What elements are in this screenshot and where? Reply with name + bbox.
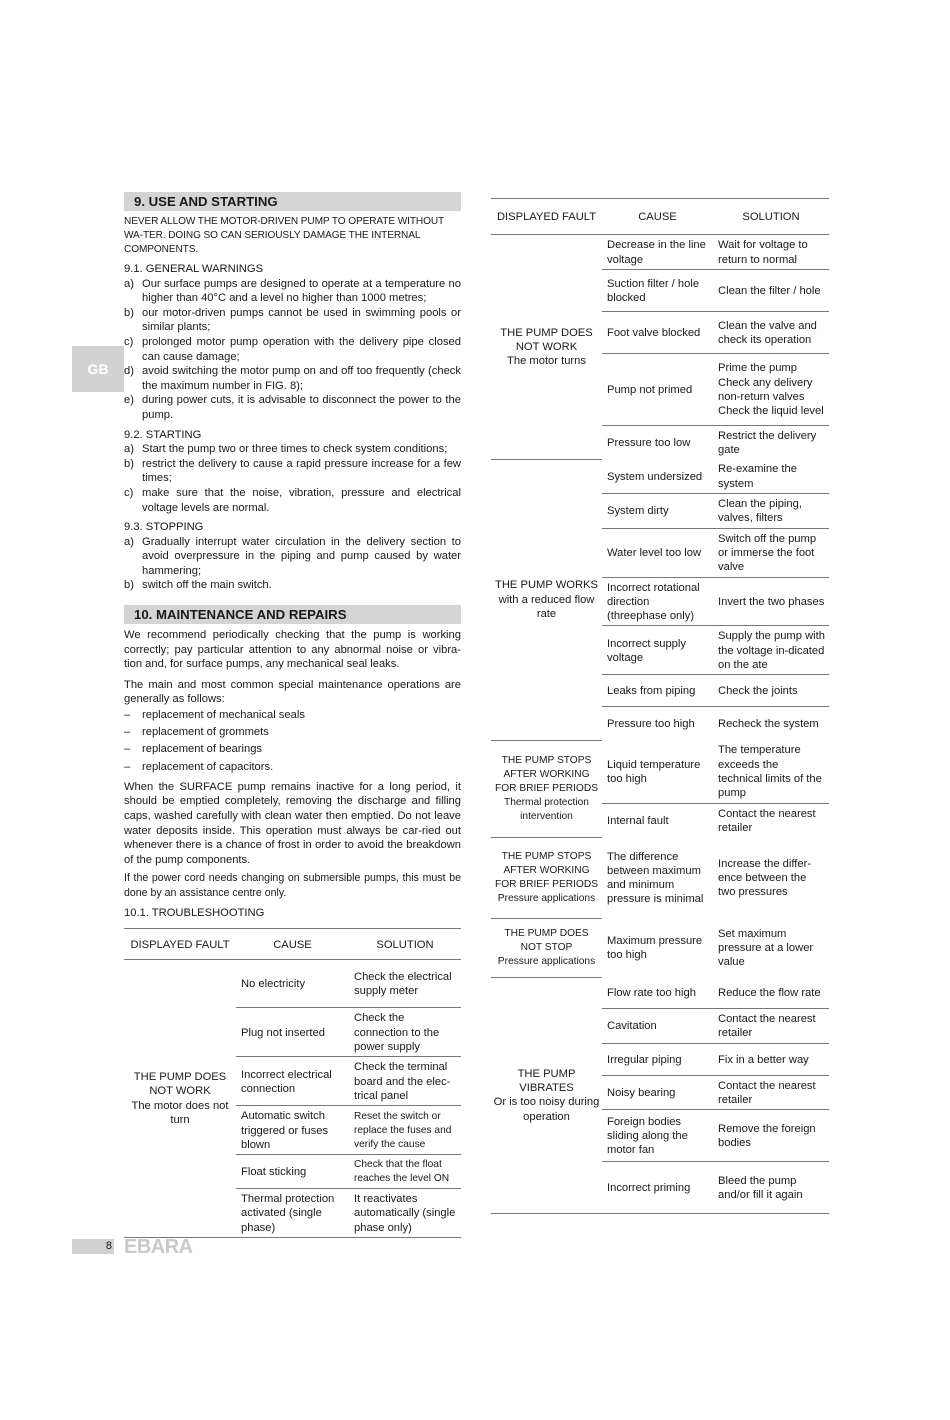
cause-cell: Thermal protection activated (single phase) xyxy=(236,1189,349,1238)
list-item xyxy=(124,578,461,593)
cause-cell: Liquid temperature too high xyxy=(607,758,701,785)
fault-cell xyxy=(491,918,602,977)
solution-cell: Reset the switch or replace the fuses and verify the cause xyxy=(349,1106,461,1155)
solution-cell: Remove the foreign bodies xyxy=(713,1110,829,1162)
list-text: Start the pump two or three times to check system conditions; xyxy=(142,443,448,456)
list-marker: b) xyxy=(124,457,134,470)
header-solution: SOLUTION xyxy=(349,929,461,960)
left-column xyxy=(124,192,461,1238)
cause-cell: Flow rate too high xyxy=(607,986,696,999)
fault-sub: Pressure applications xyxy=(497,892,596,904)
cause-cell: Float sticking xyxy=(236,1155,349,1189)
fault-main: THE PUMP WORKS xyxy=(495,579,598,592)
list-text: prolonged motor pump operation with the delivery pipe closed can cause damage; xyxy=(142,335,461,363)
list-text: replacement of capacitors. xyxy=(142,760,274,773)
solution-cell: Check the connection to the power supply xyxy=(349,1008,461,1057)
solution-cell: Increase the differ-ence between the two pressures xyxy=(718,857,812,899)
solution-cell: Clean the valve and check its operation xyxy=(713,311,829,353)
cause-cell: No electricity xyxy=(241,978,306,991)
solution-cell: It reactivates automatically (single phase only) xyxy=(349,1189,461,1238)
header-solution: SOLUTION xyxy=(713,199,829,235)
list-item xyxy=(124,724,461,741)
list-item xyxy=(124,335,461,364)
list-marker: – xyxy=(124,743,131,756)
list-item xyxy=(124,535,461,579)
list-marker: c) xyxy=(124,486,134,499)
solution-cell: Supply the pump with the voltage in-dicated on the ate xyxy=(713,626,829,675)
list-text: replacement of mechanical seals xyxy=(142,709,305,722)
cause-cell: Pressure too high xyxy=(602,707,713,741)
table-row xyxy=(491,235,829,270)
maintenance-paragraph-1: We recommend periodically checking that the pump is working correctly; pay particular attention to any abnormal noise or vibra-tion and, for surface pumps, any mechanical seal leaks. xyxy=(124,629,461,671)
solution-cell: Wait for voltage to return to normal xyxy=(718,239,808,266)
cause-cell: Incorrect priming xyxy=(602,1162,713,1214)
cause-cell: Internal fault xyxy=(602,803,713,837)
list-item xyxy=(124,759,461,776)
list-text: Our surface pumps are designed to operate at a temperature no higher than 40°C and a level no higher than 1000 metres; xyxy=(142,277,461,305)
starting-list xyxy=(124,442,461,515)
fault-sub: Pressure applications xyxy=(497,955,596,967)
solution-cell: Check the electrical supply meter xyxy=(354,971,452,998)
list-marker: c) xyxy=(124,335,134,348)
cause-cell: Foot valve blocked xyxy=(602,311,713,353)
maintenance-paragraph-2: The main and most common special maintenance operations are generally as follows: xyxy=(124,678,461,706)
cause-cell: System undersized xyxy=(607,470,703,483)
cause-cell: Incorrect electrical connection xyxy=(236,1057,349,1106)
table-row xyxy=(491,837,829,918)
solution-cell: Fix in a better way xyxy=(713,1043,829,1075)
cause-cell: Incorrect supply voltage xyxy=(602,626,713,675)
table-header-row xyxy=(491,199,829,235)
list-text: replacement of bearings xyxy=(142,743,263,756)
fault-main: THE PUMP DOES NOT STOP xyxy=(504,927,589,953)
list-marker: e) xyxy=(124,394,134,407)
solution-cell: Check that the float reaches the level ON xyxy=(349,1155,461,1189)
table-row xyxy=(491,740,829,803)
fault-main: THE PUMP DOES NOT WORK xyxy=(500,326,593,353)
list-text: during power cuts, it is advisable to disconnect the power to the pump. xyxy=(142,394,461,421)
section-9-title: 9. USE AND STARTING xyxy=(124,192,461,211)
fault-main: THE PUMP DOES NOT WORK xyxy=(133,1071,227,1098)
fault-sub: The motor turns xyxy=(507,355,586,368)
section-9-warning: NEVER ALLOW THE MOTOR-DRIVEN PUMP TO OPERATE WITHOUT WA-TER. DOING SO CAN SERIOUSLY DAMAGE THE INTERNAL COMPONENTS. xyxy=(124,216,444,255)
solution-cell: Re-examine the system xyxy=(718,463,797,490)
header-cause: CAUSE xyxy=(236,929,349,960)
header-cause: CAUSE xyxy=(602,199,713,235)
solution-cell: Switch off the pump or immerse the foot valve xyxy=(713,528,829,577)
cause-cell: Decrease in the line voltage xyxy=(607,239,706,266)
solution-cell: Recheck the system xyxy=(713,707,829,741)
maintenance-paragraph-4: If the power cord needs changing on submersible pumps, this must be done by an assistance centre only. xyxy=(124,872,461,899)
cause-cell: Irregular piping xyxy=(602,1043,713,1075)
ebara-logo xyxy=(124,1236,204,1256)
cause-cell: Suction filter / hole blocked xyxy=(602,269,713,311)
cause-cell: Plug not inserted xyxy=(236,1008,349,1057)
solution-cell: Clean the filter / hole xyxy=(713,269,829,311)
solution-cell: Reduce the flow rate xyxy=(718,986,821,999)
solution-cell: Bleed the pump and/or fill it again xyxy=(713,1162,829,1214)
cause-cell: Incorrect rotational direction (threephase only) xyxy=(602,577,713,626)
stopping-list xyxy=(124,535,461,593)
list-marker: a) xyxy=(124,277,134,290)
fault-cell xyxy=(124,960,236,1238)
language-tab-label: GB xyxy=(87,361,109,377)
list-item xyxy=(124,741,461,758)
list-marker: b) xyxy=(124,579,134,592)
solution-cell: Clean the piping, valves, filters xyxy=(713,494,829,529)
list-item xyxy=(124,306,461,335)
list-item xyxy=(124,364,461,393)
general-warnings-list xyxy=(124,277,461,423)
list-text: restrict the delivery to cause a rapid pressure increase for a few times; xyxy=(142,457,461,485)
page-number: 8 xyxy=(105,1240,112,1252)
list-marker: – xyxy=(124,760,131,773)
list-marker: d) xyxy=(124,365,134,378)
list-item xyxy=(124,442,461,457)
header-fault: DISPLAYED FAULT xyxy=(491,199,602,235)
list-text: Gradually interrupt water circulation in the delivery section to avoid overpressure in the piping and pump caused by water hammering; xyxy=(142,535,461,577)
table-row xyxy=(491,977,829,1009)
general-warnings-title: 9.1. GENERAL WARNINGS xyxy=(124,263,264,275)
fault-cell xyxy=(491,977,602,1214)
list-item xyxy=(124,457,461,486)
maintenance-paragraph-3: When the SURFACE pump remains inactive for a long period, it should be emptied completely, removing the discharge and filling caps, washed carefully with clean water then emptied. Do not leave water deposits inside. This operation must always be car-ried out whenever there is a chance of frost in order to avoid the breakdown of the pump components. xyxy=(124,780,461,866)
fault-sub: Or is too noisy during operation xyxy=(493,1096,600,1123)
list-marker: – xyxy=(124,709,131,722)
solution-cell: Contact the nearest retailer xyxy=(713,1009,829,1044)
starting-title: 9.2. STARTING xyxy=(124,428,202,441)
cause-cell: Foreign bodies sliding along the motor fan xyxy=(602,1110,713,1162)
cause-cell: Water level too low xyxy=(602,528,713,577)
fault-cell xyxy=(491,740,602,837)
list-text: replacement of grommets xyxy=(142,726,269,739)
cause-cell: Noisy bearing xyxy=(602,1075,713,1110)
fault-main: THE PUMP VIBRATES xyxy=(517,1067,576,1095)
fault-cell xyxy=(491,459,602,740)
list-text: our motor-driven pumps cannot be used in swimming pools or similar plants; xyxy=(142,306,461,334)
list-marker: a) xyxy=(124,443,134,456)
table-row xyxy=(491,918,829,977)
cause-cell: Maximum pressure too high xyxy=(607,934,703,962)
stopping-title: 9.3. STOPPING xyxy=(124,521,204,534)
cause-cell: Cavitation xyxy=(602,1009,713,1044)
solution-cell: Restrict the delivery gate xyxy=(713,425,829,459)
troubleshooting-table-right xyxy=(491,198,829,1214)
solution-cell: Prime the pump Check any delivery non-return valves Check the liquid level xyxy=(713,353,829,425)
troubleshooting-table-left xyxy=(124,928,461,1238)
list-item xyxy=(124,707,461,724)
table-row xyxy=(491,459,829,493)
fault-sub: The motor does not turn xyxy=(131,1099,229,1127)
cause-cell: System dirty xyxy=(602,494,713,529)
list-marker: – xyxy=(124,726,131,739)
solution-cell: Contact the nearest retailer xyxy=(713,1075,829,1110)
fault-main: THE PUMP STOPS AFTER WORKING FOR BRIEF PERIODS xyxy=(494,754,599,794)
list-text: avoid switching the motor pump on and off too frequently (check the maximum number in FIG. 8); xyxy=(142,365,461,392)
solution-cell: Check the terminal board and the elec-trical panel xyxy=(349,1057,461,1106)
table-header-row xyxy=(124,929,461,960)
list-item xyxy=(124,393,461,422)
language-tab xyxy=(72,346,124,392)
cause-cell: The difference between maximum and minimum pressure is minimal xyxy=(607,850,704,906)
troubleshooting-title: 10.1. TROUBLESHOOTING xyxy=(124,906,265,919)
cause-cell: Pump not primed xyxy=(602,353,713,425)
list-marker: a) xyxy=(124,535,134,548)
solution-cell: Contact the nearest retailer xyxy=(713,803,829,837)
solution-cell: The temperature exceeds the technical limits of the pump xyxy=(718,744,822,800)
list-text: make sure that the noise, vibration, pressure and electrical voltage levels are normal. xyxy=(142,486,461,514)
maintenance-operations-list xyxy=(124,707,461,776)
fault-cell xyxy=(491,837,602,918)
cause-cell: Automatic switch triggered or fuses blown xyxy=(236,1106,349,1155)
section-10-title: 10. MAINTENANCE AND REPAIRS xyxy=(124,605,461,624)
header-fault: DISPLAYED FAULT xyxy=(124,929,236,960)
table-row xyxy=(124,960,461,1008)
right-column xyxy=(491,198,829,1214)
cause-cell: Pressure too low xyxy=(602,425,713,459)
cause-cell: Leaks from piping xyxy=(602,675,713,707)
solution-cell: Invert the two phases xyxy=(713,577,829,626)
list-marker: b) xyxy=(124,306,134,319)
solution-cell: Check the joints xyxy=(713,675,829,707)
ebara-logo-text: EBARA xyxy=(124,1236,193,1256)
list-item xyxy=(124,486,461,515)
solution-cell: Set maximum pressure at a lower value xyxy=(718,927,814,969)
fault-main: THE PUMP STOPS AFTER WORKING FOR BRIEF PERIODS xyxy=(494,850,599,890)
list-item xyxy=(124,277,461,306)
fault-sub: Thermal protection intervention xyxy=(504,796,589,822)
fault-cell xyxy=(491,235,602,460)
fault-sub: with a reduced flow rate xyxy=(498,593,595,621)
list-text: switch off the main switch. xyxy=(142,579,272,592)
